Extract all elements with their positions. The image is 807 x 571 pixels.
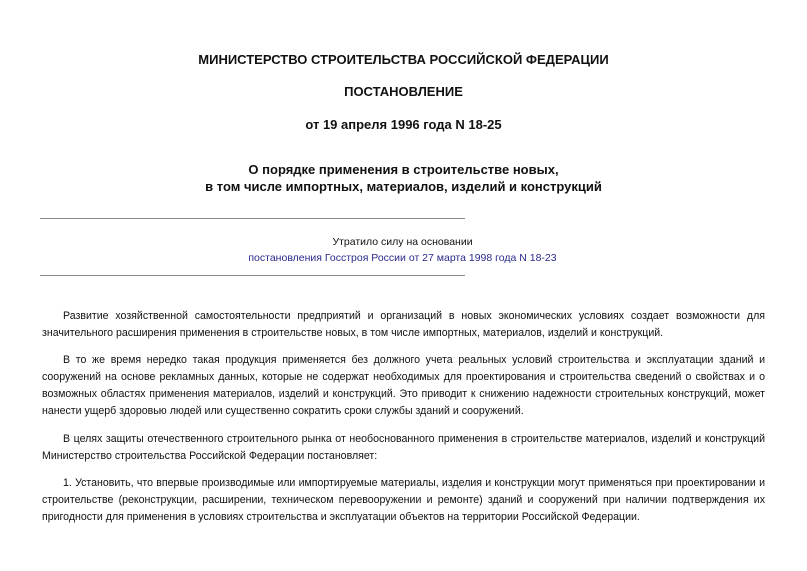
paragraph: В то же время нередко такая продукция применяется без должного учета реальных условий строительства и эксплуатации зданий и сооружений на основе рекламных данных, которые не содержат необходимых для проектирования и строительства сведений о свойствах и о возможных областях применения материалов, изделий и конструкций. Это приводит к снижению надежности строительных конструкций, может нанести ущерб здоровью людей или существенно сократить сроки службы зданий и сооружений.	[42, 354, 765, 417]
ministry-heading: МИНИСТЕРСТВО СТРОИТЕЛЬСТВА РОССИЙСКОЙ ФЕДЕРАЦИИ	[198, 52, 609, 67]
document-type: ПОСТАНОВЛЕНИЕ	[344, 84, 463, 99]
document-title-line-1: О порядке применения в строительстве новых,	[248, 162, 559, 177]
paragraph: В целях защиты отечественного строительного рынка от необоснованного применения в строительстве материалов, изделий и конструкций Министерство строительства Российской Федерации постановляет:	[42, 433, 765, 462]
paragraph: Развитие хозяйственной самостоятельности предприятий и организаций в новых экономических условиях создает возможности для значительного расширения применения в строительстве новых, в том числе импортных, материалов, изделий и конструкций.	[42, 310, 765, 339]
status-note-text: Утратило силу на основании	[332, 236, 473, 248]
paragraph: 1. Установить, что впервые производимые или импортируемые материалы, изделия и конструкции могут применяться при проектировании и строительстве (реконструкции, расширении, техническом перевооружении и ремонте) зданий и сооружений при наличии подтверждения их пригодности для применения в условиях строительства и эксплуатации объектов на территории Российской Федерации.	[42, 477, 765, 523]
document-date-number: от 19 апреля 1996 года N 18-25	[305, 117, 502, 132]
divider-bottom	[40, 275, 465, 276]
document-title-line-2: в том числе импортных, материалов, изделий и конструкций	[205, 179, 602, 194]
repeal-document-link[interactable]: постановления Госстроя России от 27 марта 1998 года N 18-23	[248, 252, 557, 264]
divider-top	[40, 218, 465, 219]
